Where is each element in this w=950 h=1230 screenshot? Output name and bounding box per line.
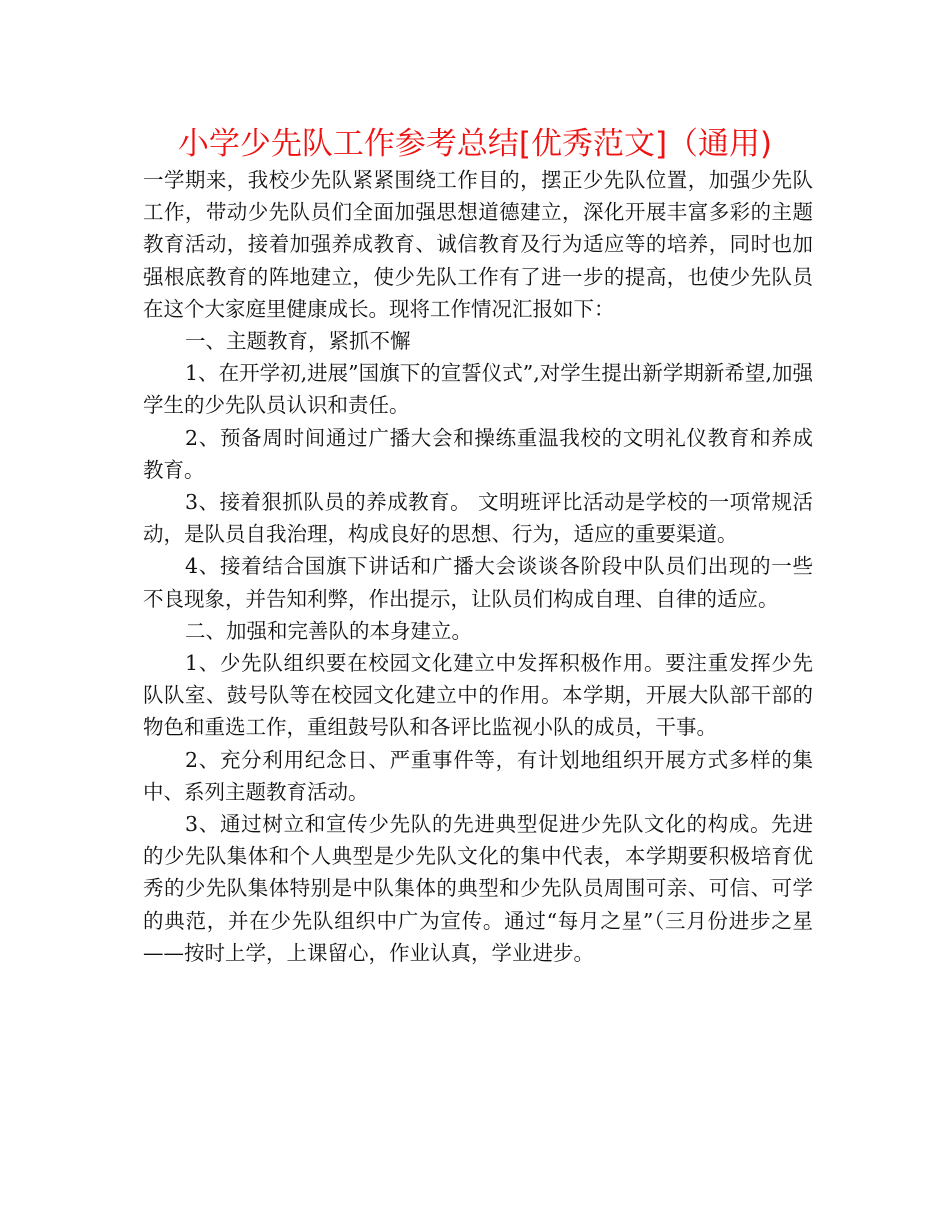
paragraph-2-1: 1、少先队组织要在校园文化建立中发挥积极作用。要注重发挥少先队队室、鼓号队等在校园文化建立中的作用。本学期，开展大队部干部的物色和重选工作，重组鼓号队和各评比监视小队的成员，干事。: [143, 651, 813, 740]
section-heading-2: 二、加强和完善队的本身建立。: [185, 618, 472, 643]
paragraph-2-3: 3、通过树立和宣传少先队的先进典型促进少先队文化的构成。先进的少先队集体和个人典型是少先队文化的集中代表，本学期要积极培育优秀的少先队集体特别是中队集体的典型和少先队员周围可亲、可信、可学的典范，并在少先队组织中广为宣传。通过“每月之星”（三月份进步之星——按时上学，上课留心，作业认真，学业进步。: [143, 812, 813, 965]
document-body: [143, 164, 813, 969]
paragraph-1-2: 2、预备周时间通过广播大会和操练重温我校的文明礼仪教育和养成教育。: [143, 425, 813, 482]
intro-paragraph: 一学期来，我校少先队紧紧围绕工作目的，摆正少先队位置，加强少先队工作，带动少先队员们全面加强思想道德建立，深化开展丰富多彩的主题教育活动，接着加强养成教育、诚信教育及行为适应等的培养，同时也加强根底教育的阵地建立，使少先队工作有了进一步的提高，也使少先队员在这个大家庭里健康成长。现将工作情况汇报如下：: [143, 168, 813, 321]
section-heading-1: 一、主题教育，紧抓不懈: [185, 329, 411, 354]
paragraph-2-2: 2、充分利用纪念日、严重事件等，有计划地组织开展方式多样的集中、系列主题教育活动。: [143, 747, 813, 804]
paragraph-1-1: 1、在开学初,进展”国旗下的宣誓仪式”,对学生提出新学期新希望,加强学生的少先队员认识和责任。: [143, 361, 813, 418]
paragraph-1-4: 4、接着结合国旗下讲话和广播大会谈谈各阶段中队员们出现的一些不良现象，并告知利弊，作出提示，让队员们构成自理、自律的适应。: [143, 554, 813, 611]
paragraph-1-3: 3、接着狠抓队员的养成教育。 文明班评比活动是学校的一项常规活动，是队员自我治理，构成良好的思想、行为，适应的重要渠道。: [143, 490, 813, 547]
document-title: 小学少先队工作参考总结[优秀范文]（通用): [177, 126, 773, 162]
